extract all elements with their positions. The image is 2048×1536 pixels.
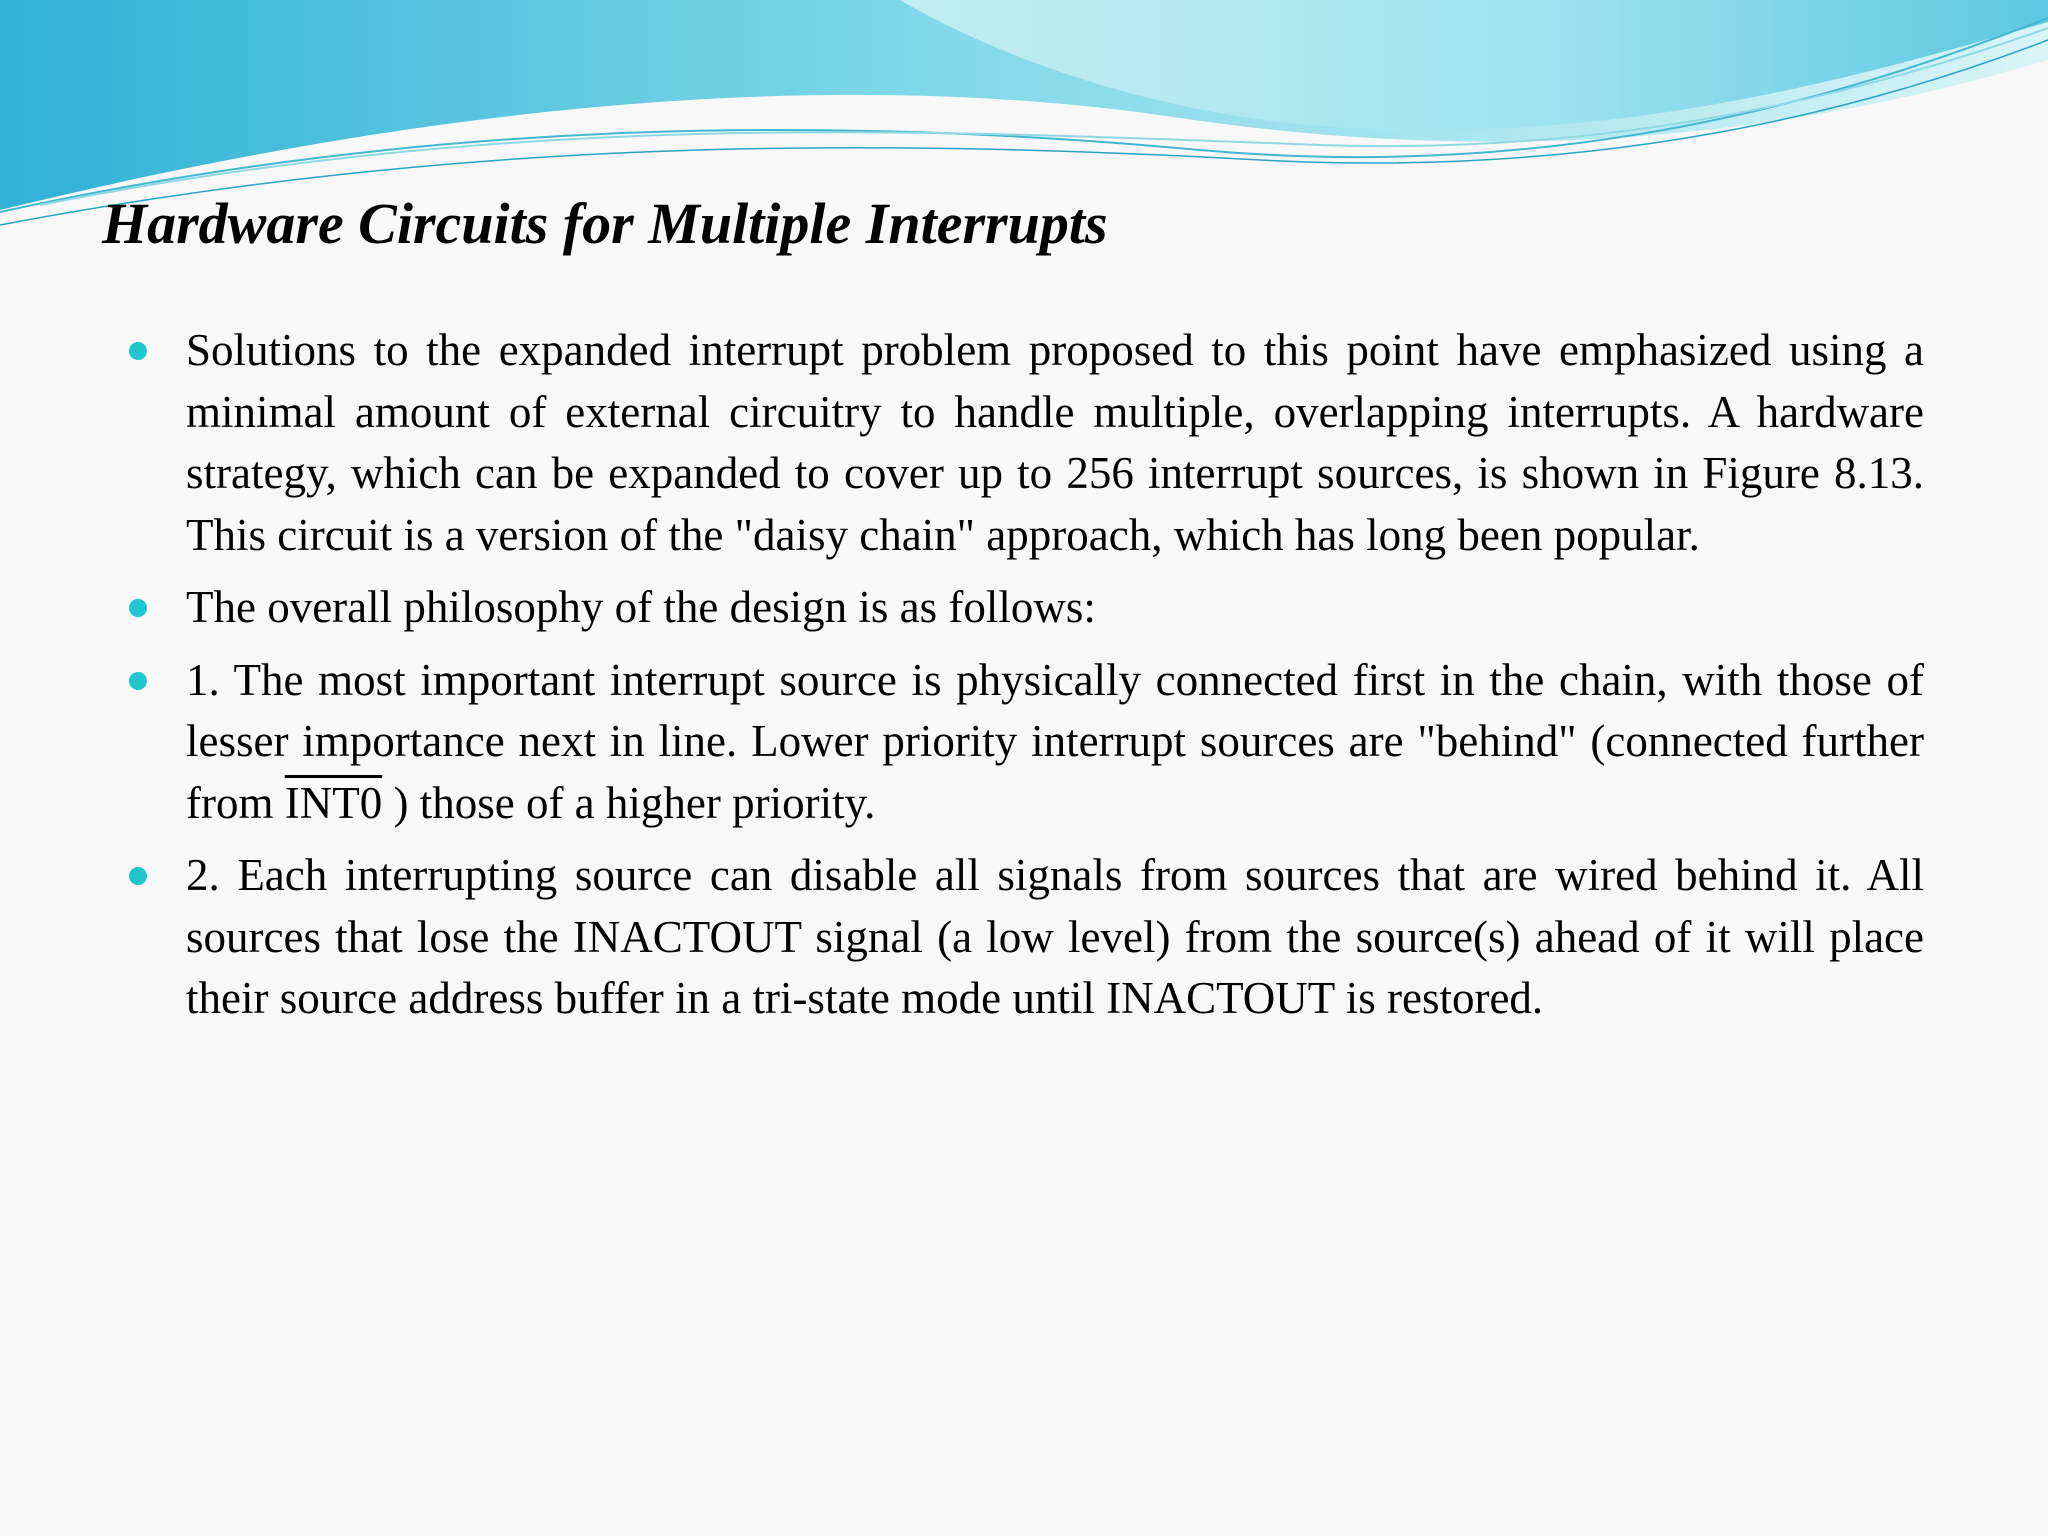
- bullet-dot-icon: [129, 867, 147, 885]
- bullet-item-3: [126, 650, 1924, 835]
- wave-accent: [900, 0, 2048, 130]
- bullet-text-before: 1. The most important interrupt source is physically connected first in the chain, with those of lesser importance next in line. Lower priority interrupt sources are "behind" (connected further from: [186, 654, 1924, 828]
- signal-int0: INT0: [284, 777, 383, 828]
- bullet-text: The overall philosophy of the design is as follows:: [186, 582, 1096, 632]
- bullet-dot-icon: [129, 599, 147, 617]
- bullet-item-2: [126, 577, 1924, 639]
- bullet-text-after: ) those of a higher priority.: [382, 777, 876, 828]
- bullet-text: 2. Each interrupting source can disable all signals from sources that are wired behind it. All sources that lose the INACTOUT signal (a low level) from the source(s) ahead of it will place their source address buffer in a tri-state mode until INACTOUT is restored.: [186, 850, 1924, 1023]
- bullet-list: [126, 320, 1924, 1041]
- bullet-text: Solutions to the expanded interrupt problem proposed to this point have emphasized using a minimal amount of external circuitry to handle multiple, overlapping interrupts. A hardware strategy, which can be expanded to cover up to 256 interrupt sources, is shown in Figure 8.13. This circuit is a version of the "daisy chain" approach, which has long been popular.: [186, 325, 1924, 560]
- bullet-dot-icon: [129, 672, 147, 690]
- slide-title: Hardware Circuits for Multiple Interrupts: [102, 191, 1108, 256]
- bullet-dot-icon: [129, 342, 147, 360]
- bullet-item-1: [126, 320, 1924, 566]
- bullet-item-4: [126, 845, 1924, 1030]
